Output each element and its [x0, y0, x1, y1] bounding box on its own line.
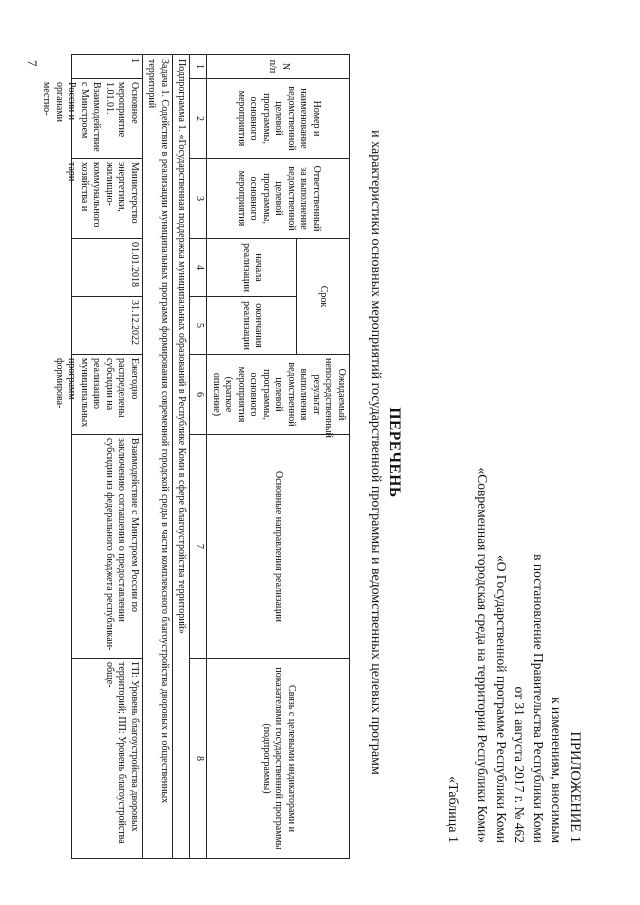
heading-subtitle: и характеристики основных мероприятий государственной программы и ведомственных целевых программ: [368, 130, 383, 775]
row-start: 01.01.2018: [72, 239, 143, 297]
row-name: Основное мероприятие 1.01.01. Взаимодействие с Минстроем России и органами местно-: [72, 79, 143, 159]
col-number: 4: [190, 239, 207, 297]
appendix-line-1: к изменениям, вносимым: [549, 696, 565, 843]
heading-title: ПЕРЕЧЕНЬ: [386, 407, 403, 498]
programs-table: [41, 54, 350, 859]
row-directions: Взаимодействие с Минстроем России по заключению соглашения о предоставлении субсидии из федерального бюджета республикан-: [72, 435, 143, 659]
header-link: Связь с целевыми индикаторами и показателями государственной программы (подпрограммы): [207, 659, 350, 859]
table-row: [72, 55, 143, 859]
header-name: Номер и наименование ведомственной целевой программы, основного мероприятия: [207, 79, 350, 159]
subprogram-row: [173, 55, 191, 859]
row-responsible: Министерство энергетики, жилищно-коммунального хозяйства и тари-: [72, 159, 143, 239]
header-start: начала реализации: [207, 239, 297, 297]
document-heading: [367, 0, 403, 905]
col-number: 2: [190, 79, 207, 159]
col-number: 3: [190, 159, 207, 239]
appendix-block: [473, 243, 584, 843]
header-responsible: Ответственный за выполнение ведомственной целевой программы, основного мероприятия: [207, 159, 350, 239]
table-label: «Таблица 1: [445, 776, 460, 843]
row-end: 31.12.2022: [72, 297, 143, 355]
header-directions: Основные направления реализации: [207, 435, 350, 659]
appendix-title: ПРИЛОЖЕНИЕ 1: [567, 731, 583, 843]
row-link: ГП: Уровень благоустройства дворовых территорий; ПП: Уровень благоустройства обще-: [72, 659, 143, 859]
column-number-row: [190, 55, 207, 859]
header-end: окончания реализации: [207, 297, 297, 355]
header-row: [297, 55, 350, 859]
header-n: N п/п: [207, 55, 350, 79]
appendix-line-2: в постановление Правительства Республики Коми: [531, 554, 546, 843]
col-number: 5: [190, 297, 207, 355]
appendix-line-3: от 31 августа 2017 г. № 462: [512, 686, 528, 843]
col-number: 6: [190, 355, 207, 435]
header-term: Срок: [297, 239, 350, 355]
task-title: Задача 1. Содействие в реализации муниципальных программ формирования современной городской среды в части комплексного благоустройства дворовых и общественных территорий: [143, 55, 173, 859]
appendix-line-4: «О Государственной программе Республики Коми: [494, 554, 509, 843]
col-number: 7: [190, 435, 207, 659]
task-row: [143, 55, 173, 859]
header-result: Ожидаемый непосредственный результат выполнения ведомственной целевой программы, основного мероприятия (краткое описание): [207, 355, 350, 435]
page-number: 7: [25, 60, 40, 67]
subprogram-title: Подпрограмма 1. «Государственная поддержка муниципальных образований в Республике Коми в сфере благоустройства территорий»: [173, 55, 191, 859]
appendix-line-5: «Современная городская среда на территории Республики Коми»: [475, 467, 491, 843]
row-result: Ежегодно распределены субсидии на реализацию муниципальных программ формирова-: [72, 355, 143, 435]
col-number: 8: [190, 659, 207, 859]
row-n: 1: [72, 55, 143, 79]
col-number: 1: [190, 55, 207, 79]
